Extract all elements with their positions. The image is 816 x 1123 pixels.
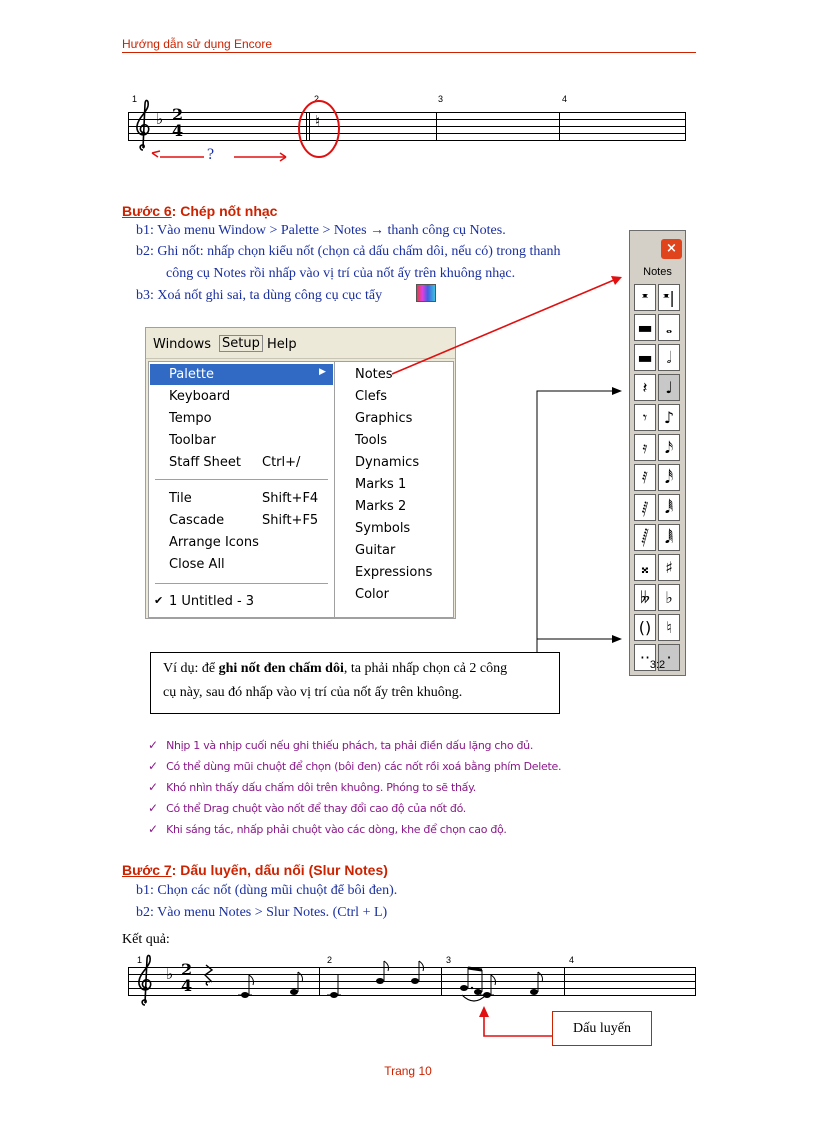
tip-item: [148, 734, 533, 753]
example-text: , ta phải nhấp chọn cả 2 công: [343, 661, 508, 676]
question-mark: ?: [207, 146, 215, 163]
menu-item-cascade[interactable]: Cascade: [169, 513, 225, 528]
check-icon: ✓: [148, 822, 159, 836]
palette-tool-button[interactable]: 𝅘𝅥𝅯: [658, 434, 680, 461]
palette-tool-button[interactable]: ♮: [658, 614, 680, 641]
palette-tuplet-label: 3:2: [649, 659, 666, 671]
step7-b2: b2: Vào menu Notes > Slur Notes. (Ctrl + L): [136, 905, 388, 920]
measure-number: 1: [137, 955, 143, 965]
check-icon: ✓: [148, 759, 159, 773]
submenu-item-clefs[interactable]: Clefs: [355, 389, 388, 404]
check-icon: ✓: [148, 780, 159, 794]
menu-item-tile[interactable]: Tile: [169, 491, 192, 506]
menu-item-staff-sheet[interactable]: Staff Sheet: [169, 455, 241, 470]
palette-tool-button[interactable]: ♯: [658, 554, 680, 581]
submenu-item-color[interactable]: Color: [355, 587, 389, 602]
menu-windows[interactable]: Windows: [153, 337, 212, 352]
step7-b1: b1: Chọn các nốt (dùng mũi chuột để bôi đen).: [136, 883, 398, 898]
natural-sign-icon: ♮: [315, 112, 321, 130]
time-signature-bottom: 4: [172, 121, 184, 140]
submenu-item-notes[interactable]: Notes: [355, 367, 393, 382]
measure-number: 4: [569, 955, 575, 965]
palette-tool-button[interactable]: 𝄫: [634, 584, 656, 611]
step7-heading: [122, 862, 388, 878]
palette-tool-button[interactable]: 𝄾: [634, 404, 656, 431]
step6-number: Bước 6: [122, 203, 172, 219]
menu-item-palette[interactable]: Palette: [169, 367, 215, 382]
step6-title: : Chép nốt nhạc: [171, 203, 278, 219]
palette-tool-button[interactable]: 𝄿: [634, 434, 656, 461]
submenu-item-tools[interactable]: Tools: [355, 433, 388, 448]
example-text: Ví dụ: để: [163, 661, 219, 676]
menu-item-close-all[interactable]: Close All: [169, 557, 225, 572]
example-line-1: [163, 661, 507, 677]
step6-b1: b1: Vào menu Window > Palette > Notes → thanh công cụ Notes.: [136, 223, 506, 238]
palette-tool-button[interactable]: 𝄺: [634, 284, 656, 311]
palette-tool-button[interactable]: 𝅝: [658, 314, 680, 341]
example-bold-text: ghi nốt đen chấm dôi: [218, 661, 344, 676]
example-line-2: cụ này, sau đó nhấp vào vị trí của nốt ấy trên khuông.: [163, 685, 463, 700]
tip-text: Có thể Drag chuột vào nốt để thay đổi cao độ của nốt đó.: [166, 802, 467, 815]
check-icon: ✔: [154, 594, 164, 607]
time-signature-top: 2: [172, 105, 184, 124]
close-icon[interactable]: ×: [661, 239, 682, 259]
palette-tool-button[interactable]: 𝄪: [634, 554, 656, 581]
menu-item-arrange-icons[interactable]: Arrange Icons: [169, 535, 259, 550]
tip-text: Nhịp 1 và nhịp cuối nếu ghi thiếu phách, ta phải điền dấu lặng cho đủ.: [166, 739, 534, 752]
palette-tool-button[interactable]: (): [634, 614, 656, 641]
menu-shortcut: Shift+F4: [262, 491, 319, 506]
menu-shortcut: Ctrl+/: [262, 455, 301, 470]
submenu-item-expressions[interactable]: Expressions: [355, 565, 433, 580]
submenu-item-marks-1[interactable]: Marks 1: [355, 477, 407, 492]
palette-tool-button[interactable]: ▬: [634, 344, 656, 371]
tip-text: Có thể dùng mũi chuột để chọn (bôi đen) các nốt rồi xoá bằng phím Delete.: [166, 760, 562, 773]
flat-key-signature-icon: ♭: [156, 110, 164, 128]
tip-item: [148, 776, 476, 795]
result-notes: [128, 957, 696, 1017]
slur-label-box: Dấu luyến: [552, 1011, 652, 1046]
menu-item-toolbar[interactable]: Toolbar: [169, 433, 216, 448]
step7-title: : Dấu luyến, dấu nối (Slur Notes): [171, 862, 388, 878]
submenu-item-graphics[interactable]: Graphics: [355, 411, 413, 426]
menu-help[interactable]: Help: [267, 337, 297, 352]
measure-number: 4: [562, 94, 568, 104]
page-number: Trang 10: [384, 1064, 432, 1078]
menu-shortcut: Shift+F5: [262, 513, 319, 528]
measure-number: 2: [327, 955, 333, 965]
result-label: Kết quả:: [122, 932, 170, 947]
submenu-item-dynamics[interactable]: Dynamics: [355, 455, 420, 470]
palette-tool-button[interactable]: 𝅀: [634, 464, 656, 491]
palette-tool-button[interactable]: 𝅘𝅥𝅰: [658, 464, 680, 491]
tip-item: [148, 755, 561, 774]
measure-number: 3: [446, 955, 452, 965]
palette-tool-button[interactable]: 𝅘𝅥𝅲: [658, 524, 680, 551]
menu-setup[interactable]: Setup: [219, 335, 263, 352]
tip-item: [148, 818, 507, 837]
submenu-arrow-icon: ▶: [319, 367, 326, 377]
staff-result: [128, 957, 696, 1017]
measure-number: 2: [314, 94, 320, 104]
palette-tool-button[interactable]: ··: [634, 644, 656, 671]
submenu-item-symbols[interactable]: Symbols: [355, 521, 411, 536]
check-icon: ✓: [148, 801, 159, 815]
check-icon: ✓: [148, 738, 159, 752]
measure-number: 3: [438, 94, 444, 104]
menu-item-tempo[interactable]: Tempo: [169, 411, 212, 426]
step7-number: Bước 7: [122, 862, 172, 878]
submenu-item-marks-2[interactable]: Marks 2: [355, 499, 407, 514]
palette-tool-button[interactable]: ·: [658, 644, 680, 671]
palette-tool-button[interactable]: ♪: [658, 404, 680, 431]
submenu-item-guitar[interactable]: Guitar: [355, 543, 396, 558]
palette-tool-button[interactable]: 𝅗𝅥: [658, 344, 680, 371]
measure-number: 1: [132, 94, 138, 104]
time-signature-bottom: 4: [181, 976, 193, 995]
menu-item-untitled-3[interactable]: 1 Untitled - 3: [169, 594, 255, 609]
palette-tool-button[interactable]: ♭: [658, 584, 680, 611]
palette-tool-button[interactable]: ▬: [634, 314, 656, 341]
palette-tool-button[interactable]: 𝅂: [634, 524, 656, 551]
palette-tool-button[interactable]: 𝅁: [634, 494, 656, 521]
palette-title: Notes: [643, 266, 672, 278]
tip-text: Khi sáng tác, nhấp phải chuột vào các dòng, khe để chọn cao độ.: [166, 823, 507, 836]
palette-tool-button[interactable]: 𝅘𝅥𝅱: [658, 494, 680, 521]
step6-b2-line1: b2: Ghi nốt: nhấp chọn kiểu nốt (chọn cả dấu chấm dôi, nếu có) trong thanh: [136, 244, 561, 259]
tip-text: Khó nhìn thấy dấu chấm dôi trên khuông. Phóng to sẽ thấy.: [166, 781, 476, 794]
step6-b2-line2: công cụ Notes rồi nhấp vào vị trí của nốt ấy trên khuông nhạc.: [166, 266, 516, 281]
step6-b3: b3: Xoá nốt ghi sai, ta dùng công cụ cục tẩy: [136, 288, 383, 303]
page-header-title: Hướng dẫn sử dụng Encore: [122, 37, 273, 51]
time-signature-top: 2: [181, 960, 193, 979]
palette-tool-button[interactable]: ♩: [658, 374, 680, 401]
tip-item: [148, 797, 466, 816]
flat-key-signature-icon: ♭: [166, 965, 174, 983]
palette-tool-button[interactable]: 𝄽: [634, 374, 656, 401]
example-note-box: [150, 652, 560, 714]
palette-tool-button[interactable]: 𝄺|: [658, 284, 680, 311]
menu-item-keyboard[interactable]: Keyboard: [169, 389, 231, 404]
